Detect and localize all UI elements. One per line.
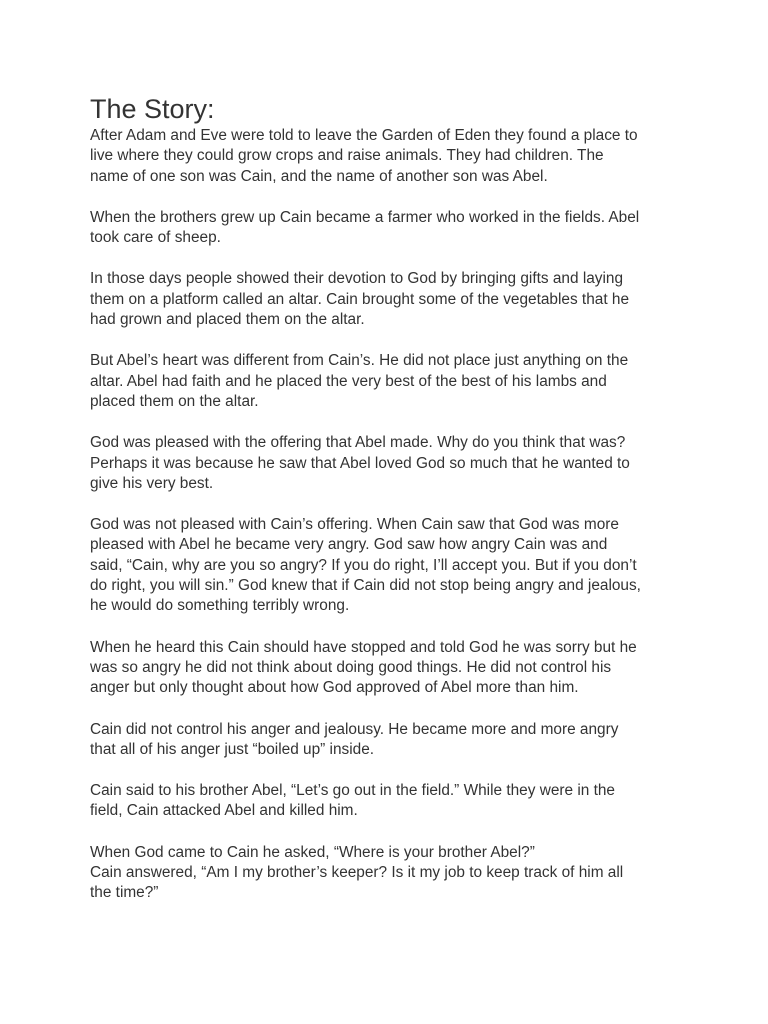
paragraph-line: field, Cain attacked Abel and killed him.: [90, 802, 358, 820]
paragraph-line: God was not pleased with Cain’s offering. When Cain saw that God was more: [90, 516, 619, 534]
paragraph-5: [90, 433, 690, 494]
paragraph-line: was so angry he did not think about doing good things. He did not control his: [90, 658, 612, 676]
paragraph-1: [90, 126, 690, 187]
paragraph-line: When the brothers grew up Cain became a farmer who worked in the fields. Abel: [90, 208, 640, 226]
paragraph-line: pleased with Abel he became very angry. God saw how angry Cain was and: [90, 536, 608, 554]
paragraph-line: took care of sheep.: [90, 229, 221, 247]
paragraph-line: he would do something terribly wrong.: [90, 597, 350, 615]
paragraph-line: that all of his anger just “boiled up” inside.: [90, 740, 375, 758]
paragraph-line: When he heard this Cain should have stopped and told God he was sorry but he: [90, 638, 637, 656]
paragraph-line: altar. Abel had faith and he placed the very best of the best of his lambs and: [90, 372, 607, 390]
paragraph-line: live where they could grow crops and raise animals. They had children. The: [90, 147, 604, 165]
paragraph-line: When God came to Cain he asked, “Where is your brother Abel?”: [90, 843, 535, 861]
paragraph-line: name of one son was Cain, and the name of another son was Abel.: [90, 167, 548, 185]
page-title: The Story:: [90, 94, 215, 124]
paragraph-10: [90, 843, 690, 904]
paragraph-line: do right, you will sin.” God knew that if Cain did not stop being angry and jealous,: [90, 577, 641, 595]
paragraph-6: [90, 515, 690, 616]
paragraph-line: Cain said to his brother Abel, “Let’s go out in the field.” While they were in the: [90, 782, 615, 800]
paragraph-9: [90, 781, 690, 822]
paragraph-line: anger but only thought about how God approved of Abel more than him.: [90, 679, 579, 697]
paragraph-line: Cain answered, “Am I my brother’s keeper? Is it my job to keep track of him all: [90, 864, 624, 882]
paragraph-line: Perhaps it was because he saw that Abel loved God so much that he wanted to: [90, 454, 630, 472]
paragraph-4: [90, 351, 690, 412]
paragraph-line: said, “Cain, why are you so angry? If you do right, I’ll accept you. But if you don’t: [90, 556, 637, 574]
document-page: [90, 92, 690, 925]
paragraph-line: Cain did not control his anger and jealousy. He became more and more angry: [90, 720, 619, 738]
paragraph-7: [90, 638, 690, 699]
paragraph-line: God was pleased with the offering that Abel made. Why do you think that was?: [90, 434, 626, 452]
paragraph-line: In those days people showed their devotion to God by bringing gifts and laying: [90, 270, 624, 288]
paragraph-3: [90, 269, 690, 330]
paragraph-line: After Adam and Eve were told to leave the Garden of Eden they found a place to: [90, 127, 638, 144]
paragraph-line: had grown and placed them on the altar.: [90, 311, 365, 329]
paragraph-line: placed them on the altar.: [90, 392, 259, 410]
paragraph-2: [90, 208, 690, 249]
paragraph-line: But Abel’s heart was different from Cain’s. He did not place just anything on the: [90, 352, 629, 370]
paragraph-line: the time?”: [90, 884, 159, 902]
paragraph-line: them on a platform called an altar. Cain brought some of the vegetables that he: [90, 290, 630, 308]
paragraph-line: give his very best.: [90, 474, 214, 492]
paragraph-8: [90, 720, 690, 761]
